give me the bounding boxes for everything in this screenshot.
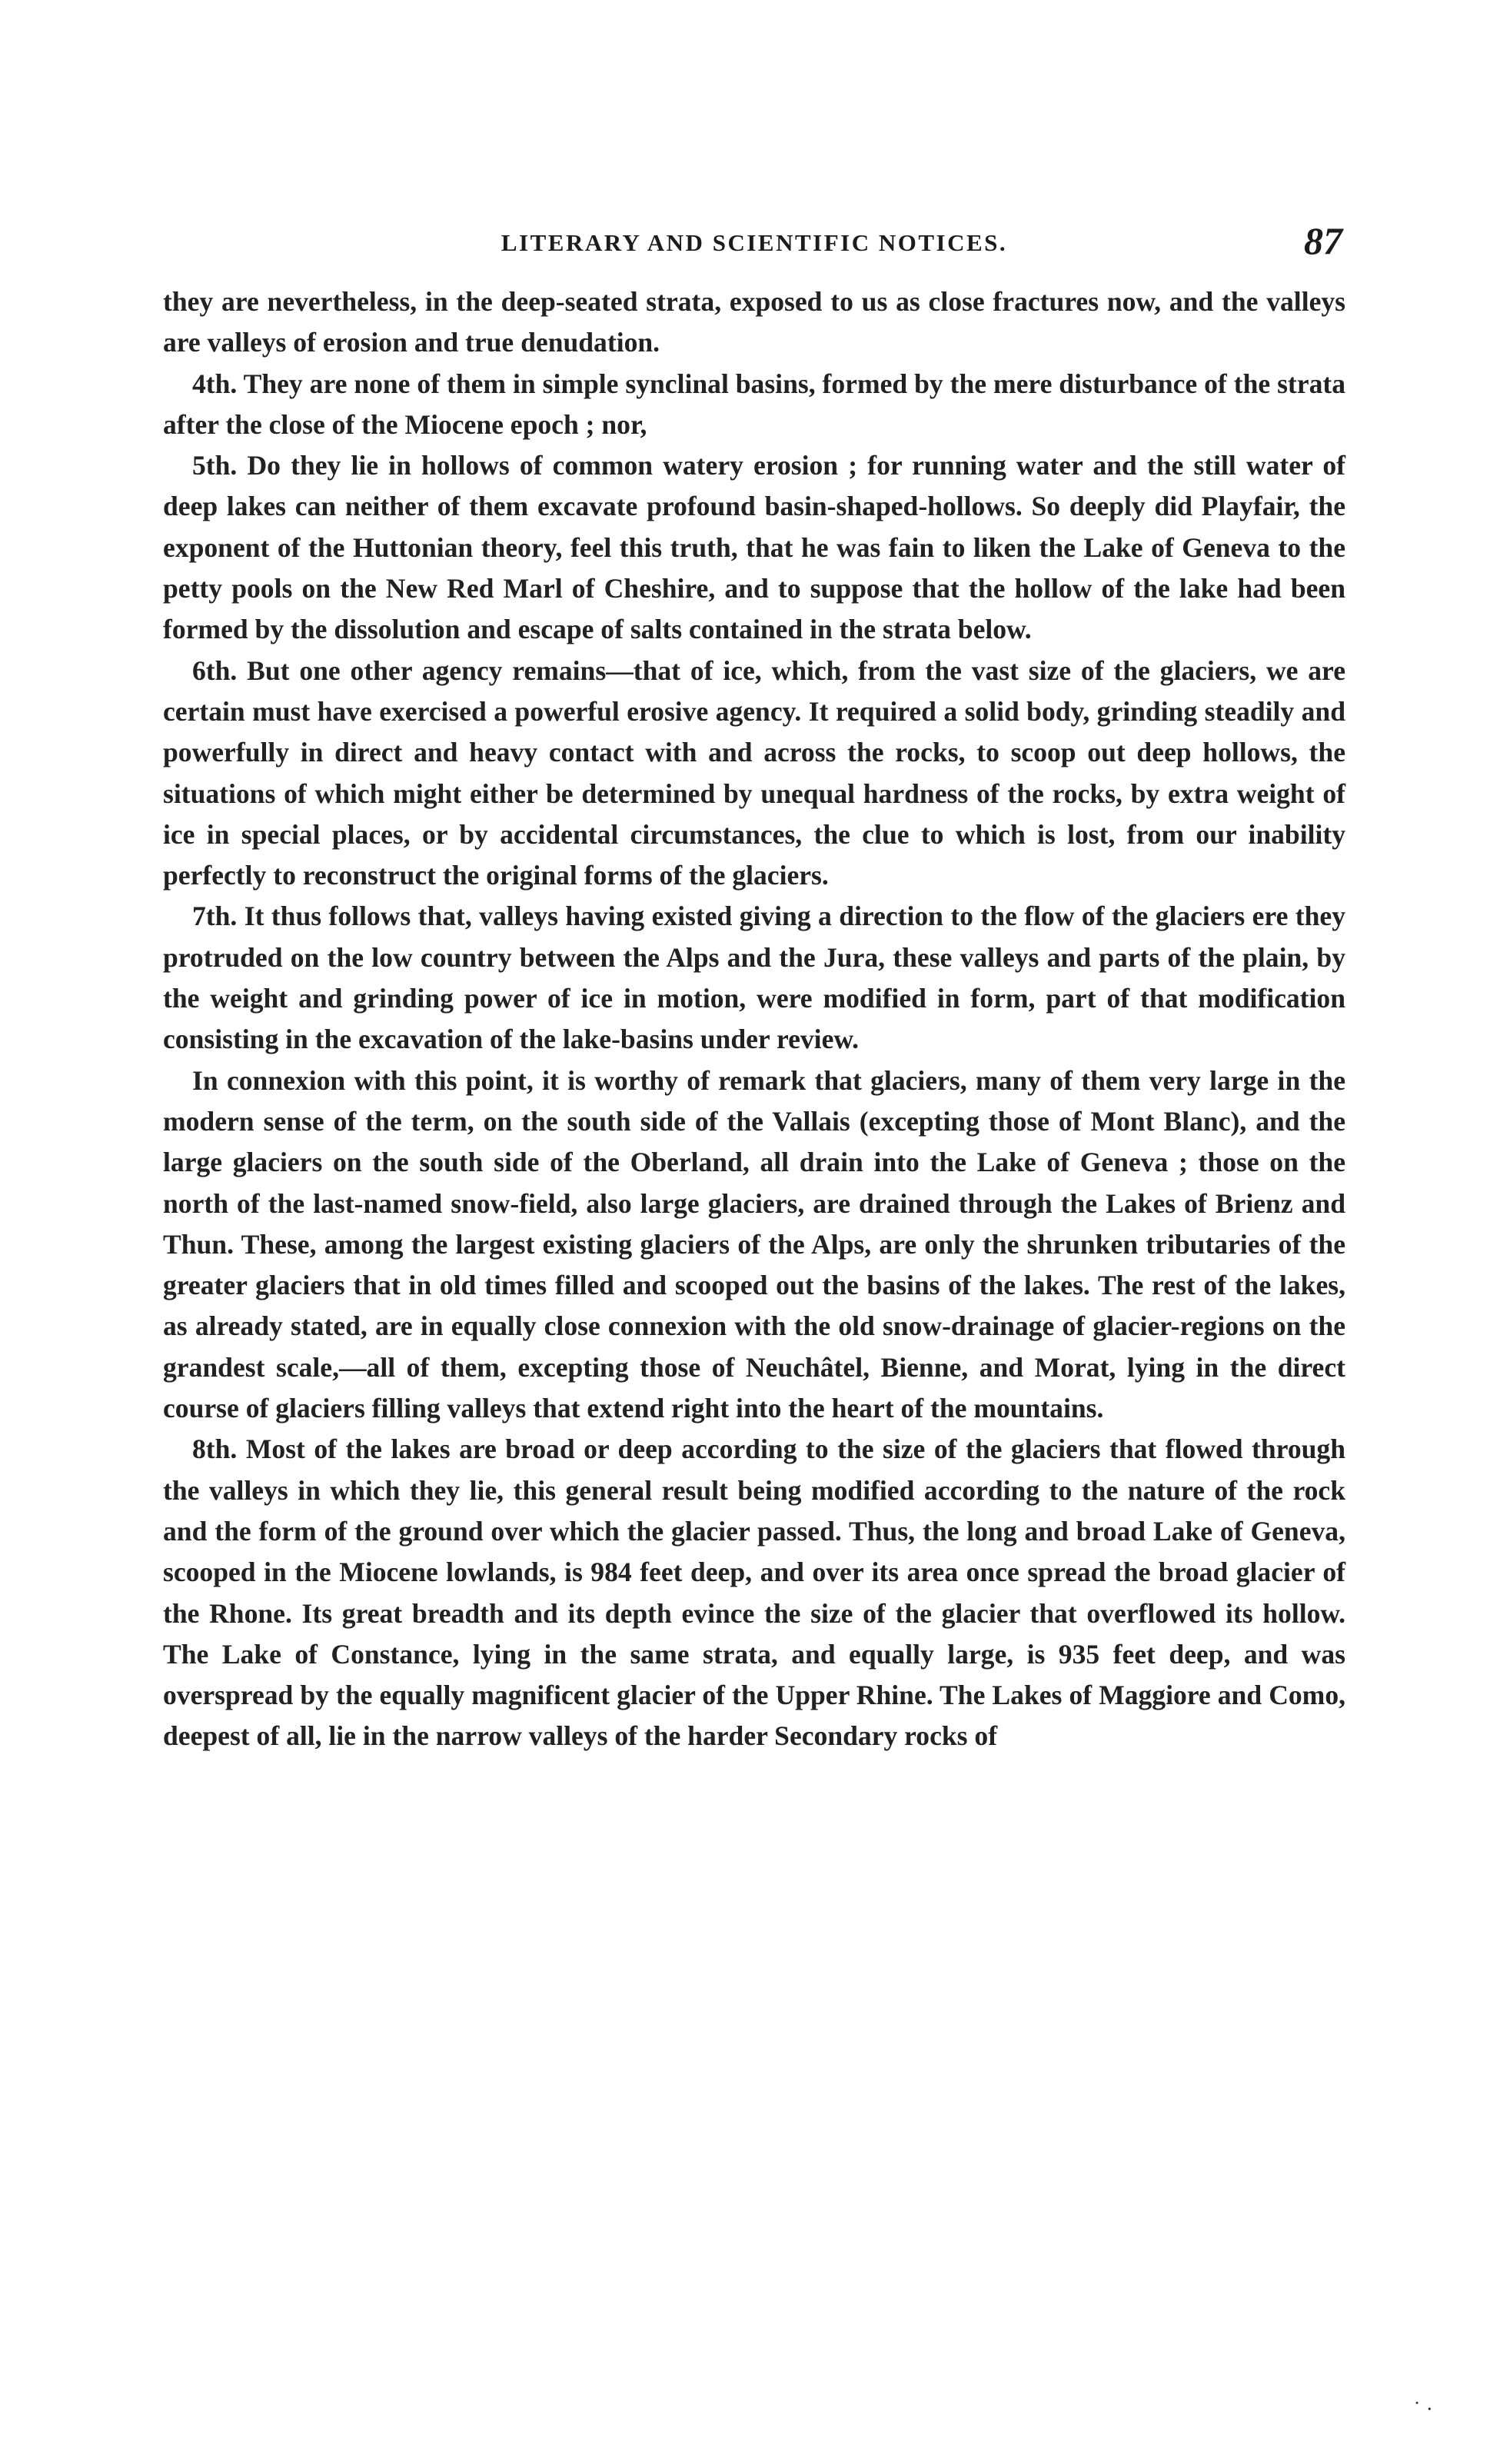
paragraph-3: 5th. Do they lie in hollows of common watery erosion ; for running water and the still water of deep lakes can neither of them excavate profound basin-shaped-hollows. So deeply did Playfair, the exponent of the Huttonian theory, feel this truth, that he was fain to liken the Lake of Geneva to the petty pools on the New Red Marl of Cheshire, and to suppose that the hollow of the lake had been formed by the dissolution and escape of salts contained in the strata below. xyxy=(163,450,1345,645)
paragraph-4: 6th. But one other agency remains—that of ice, which, from the vast size of the glaciers, we are certain must have exercised a powerful erosive agency. It required a solid body, grinding steadily and powerfully in direct and heavy contact with and across the rocks, to scoop out deep hollows, the situations of which might either be determined by unequal hardness of the rocks, by extra weight of ice in special places, or by accidental circumstances, the clue to which is lost, from our inability perfectly to reconstruct the original forms of the glaciers. xyxy=(163,654,1345,891)
document-page xyxy=(163,212,1345,1757)
paragraph-6: In connexion with this point, it is worthy of remark that glaciers, many of them very large in the modern sense of the term, on the south side of the Vallais (excepting those of Mont Blanc), and the large glaciers on the south side of the Oberland, all drain into the Lake of Geneva ; those on the north of the last-named snow-field, also large glaciers, are drained through the Lakes of Brienz and Thun. These, among the largest existing glaciers of the Alps, are only the shrunken tributaries of the greater glaciers that in old times filled and scooped out the basins of the lakes. The rest of the lakes, as already stated, are in equally close connexion with the old snow-drainage of glacier-regions on the grandest scale,—all of them, excepting those of Neuchâtel, Bienne, and Morat, lying in the direct course of glaciers filling valleys that extend right into the heart of the mountains. xyxy=(163,1064,1345,1424)
body-text xyxy=(163,281,1345,1757)
page-number: 87 xyxy=(1304,219,1342,262)
paragraph-2: 4th. They are none of them in simple synclinal basins, formed by the mere disturbance of the strata after the close of the Miocene epoch ; nor, xyxy=(163,368,1345,440)
corner-mark: ˙ · xyxy=(1413,2398,1433,2422)
running-head xyxy=(163,212,1345,274)
running-title: LITERARY AND SCIENTIFIC NOTICES. xyxy=(501,229,1008,256)
paragraph-1: they are nevertheless, in the deep-seated strata, exposed to us as close fractures now, and the valleys are valleys of erosion and true denudation. xyxy=(163,286,1345,358)
paragraph-7: 8th. Most of the lakes are broad or deep according to the size of the glaciers that flowed through the valleys in which they lie, this general result being modified according to the nature of the rock and the form of the ground over which the glacier passed. Thus, the long and broad Lake of Geneva, scooped in the Miocene lowlands, is 984 feet deep, and over its area once spread the broad glacier of the Rhone. Its great breadth and its depth evince the size of the glacier that overflowed its hollow. The Lake of Constance, lying in the same strata, and equally large, is 935 feet deep, and was overspread by the equally magnificent glacier of the Upper Rhine. The Lakes of Maggiore and Como, deepest of all, lie in the narrow valleys of the harder Secondary rocks of xyxy=(163,1433,1345,1752)
paragraph-5: 7th. It thus follows that, valleys having existed giving a direction to the flow of the glaciers ere they protruded on the low country between the Alps and the Jura, these valleys and parts of the plain, by the weight and grinding power of ice in motion, were modified in form, part of that modification consisting in the excavation of the lake-basins under review. xyxy=(163,901,1345,1055)
